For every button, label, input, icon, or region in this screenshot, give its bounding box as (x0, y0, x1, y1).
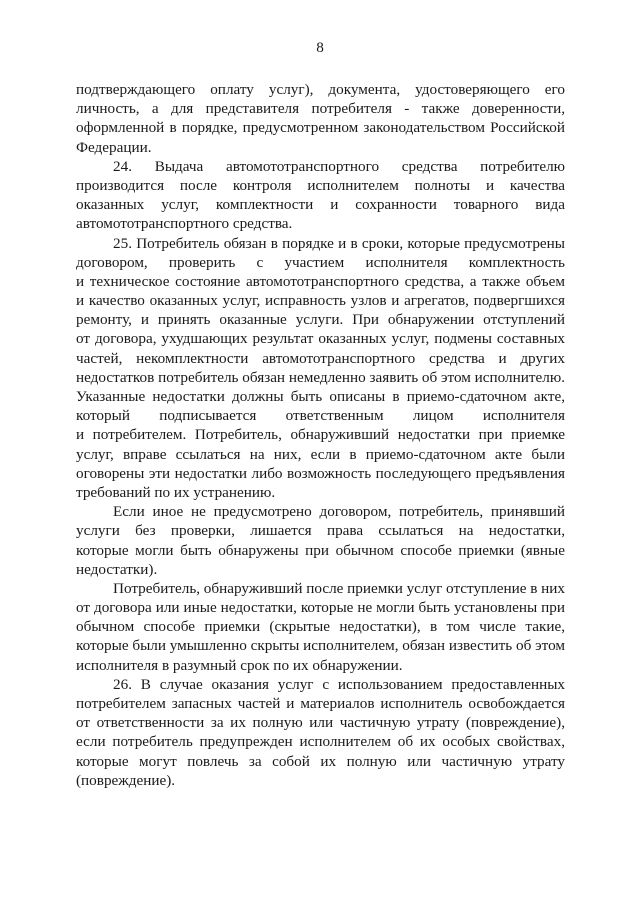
text-line-content: который подписывается ответственным лицом исполнителя (76, 407, 565, 425)
text-line (76, 656, 565, 675)
paragraph-item-26 (76, 675, 565, 790)
text-line (76, 445, 565, 464)
text-line (76, 310, 565, 329)
text-line-content: оговорены эти недостатки либо возможность последующего предъявления (76, 464, 565, 482)
paragraph-item-25-hidden-defects (76, 579, 565, 675)
text-line (76, 483, 565, 502)
text-line (76, 598, 565, 617)
text-line-content: 25. Потребитель обязан в порядке и в сроки, которые предусмотрены (113, 234, 565, 252)
text-line-content: частей, некомплектности автомототранспортного средства и других (76, 349, 565, 367)
text-line-content: 24. Выдача автомототранспортного средства потребителю (113, 157, 565, 175)
text-line (76, 732, 565, 751)
text-line (76, 118, 565, 137)
text-line-content: оказанных услуг, комплектности и сохранности товарного вида (76, 196, 565, 214)
text-line-content: Потребитель, обнаруживший после приемки услуг отступление в них (113, 579, 565, 597)
text-line-content: личность, а для представителя потребителя - также доверенности, (76, 100, 565, 118)
text-line (76, 521, 565, 540)
text-line (76, 214, 565, 233)
paragraph-continuation (76, 80, 565, 157)
text-line-content: недостатки). (76, 560, 158, 578)
text-line (76, 253, 565, 272)
text-line-content: недостатков потребитель обязан немедленно заявить об этом исполнителю. (76, 368, 565, 386)
text-line-content: от ответственности за их полную или частичную утрату (повреждение), (76, 714, 565, 732)
text-line (76, 195, 565, 214)
text-line-content: (повреждение). (76, 771, 176, 789)
text-line-content: договором, проверить с участием исполнителя комплектность (76, 253, 565, 271)
text-line-content: подтверждающего оплату услуг), документа, удостоверяющего его (76, 81, 565, 98)
text-line (76, 694, 565, 713)
text-line-content: потребителем запасных частей и материалов исполнитель освобождается (76, 695, 565, 712)
text-line (76, 541, 565, 560)
text-line-content: автомототранспортного средства. (76, 215, 293, 233)
text-line-content: обычном способе приемки (скрытые недостатки), в том числе такие, (76, 618, 565, 636)
text-line (76, 80, 565, 99)
text-line (76, 368, 565, 387)
text-line-content: которые могли быть обнаружены при обычном способе приемки (явные (76, 541, 565, 559)
text-line (76, 329, 565, 348)
text-line (76, 138, 565, 157)
text-line (76, 675, 565, 694)
text-line (76, 291, 565, 310)
text-line (76, 425, 565, 444)
text-line-content: от договора, ухудшающих результат оказанных услуг, подмены составных (76, 330, 565, 348)
text-line (76, 176, 565, 195)
text-line (76, 406, 565, 425)
text-line-content: которые могут повлечь за собой их полную или частичную утрату (76, 752, 565, 770)
text-line-content: производится после контроля исполнителем полноты и качества (76, 176, 565, 194)
text-line-content: услуги без проверки, лишается права ссылаться на недостатки, (76, 522, 565, 540)
paragraph-item-25-hidden-check (76, 502, 565, 579)
text-line-content: от договора или иные недостатки, которые не могли быть установлены при (76, 599, 565, 617)
text-line-content: оформленной в порядке, предусмотренном законодательством Российской (76, 119, 565, 137)
text-line-content: 26. В случае оказания услуг с использованием предоставленных (113, 675, 565, 693)
text-line-content: если потребитель предупрежден исполнителем об их особых свойствах, (76, 733, 565, 751)
document-body (76, 80, 565, 790)
text-line (76, 502, 565, 521)
text-line (76, 617, 565, 636)
text-line (76, 234, 565, 253)
page-number: 8 (316, 39, 324, 56)
text-line-content: которые были умышленно скрыты исполнителем, обязан известить об этом (76, 637, 565, 655)
text-line (76, 636, 565, 655)
text-line-content: Указанные недостатки должны быть описаны в приемо-сдаточном акте, (76, 388, 565, 405)
text-line-content: требований по их устранению. (76, 483, 276, 501)
text-line (76, 752, 565, 771)
text-line-content: Если иное не предусмотрено договором, потребитель, принявший (113, 503, 565, 521)
text-line-content: и потребителем. Потребитель, обнаруживший недостатки при приемке (76, 426, 565, 444)
text-line-content: услуг, вправе ссылаться на них, если в приемо-сдаточном акте были (76, 445, 565, 463)
text-line-content: ремонту, и принять оказанные услуги. При обнаружении отступлений (76, 311, 565, 329)
text-line-content: Федерации. (76, 138, 152, 156)
text-line (76, 464, 565, 483)
text-line-content: и качество оказанных услуг, исправность узлов и агрегатов, подвергшихся (76, 292, 565, 310)
paragraph-item-25 (76, 234, 565, 503)
paragraph-item-24 (76, 157, 565, 234)
text-line (76, 713, 565, 732)
text-line (76, 771, 565, 790)
text-line (76, 349, 565, 368)
text-line-content: и техническое состояние автомототранспортного средства, а также объем (76, 272, 565, 290)
text-line (76, 579, 565, 598)
text-line (76, 560, 565, 579)
text-line-content: исполнителя в разумный срок по их обнаружении. (76, 656, 403, 674)
text-line (76, 387, 565, 406)
text-line (76, 157, 565, 176)
text-line (76, 99, 565, 118)
text-line (76, 272, 565, 291)
